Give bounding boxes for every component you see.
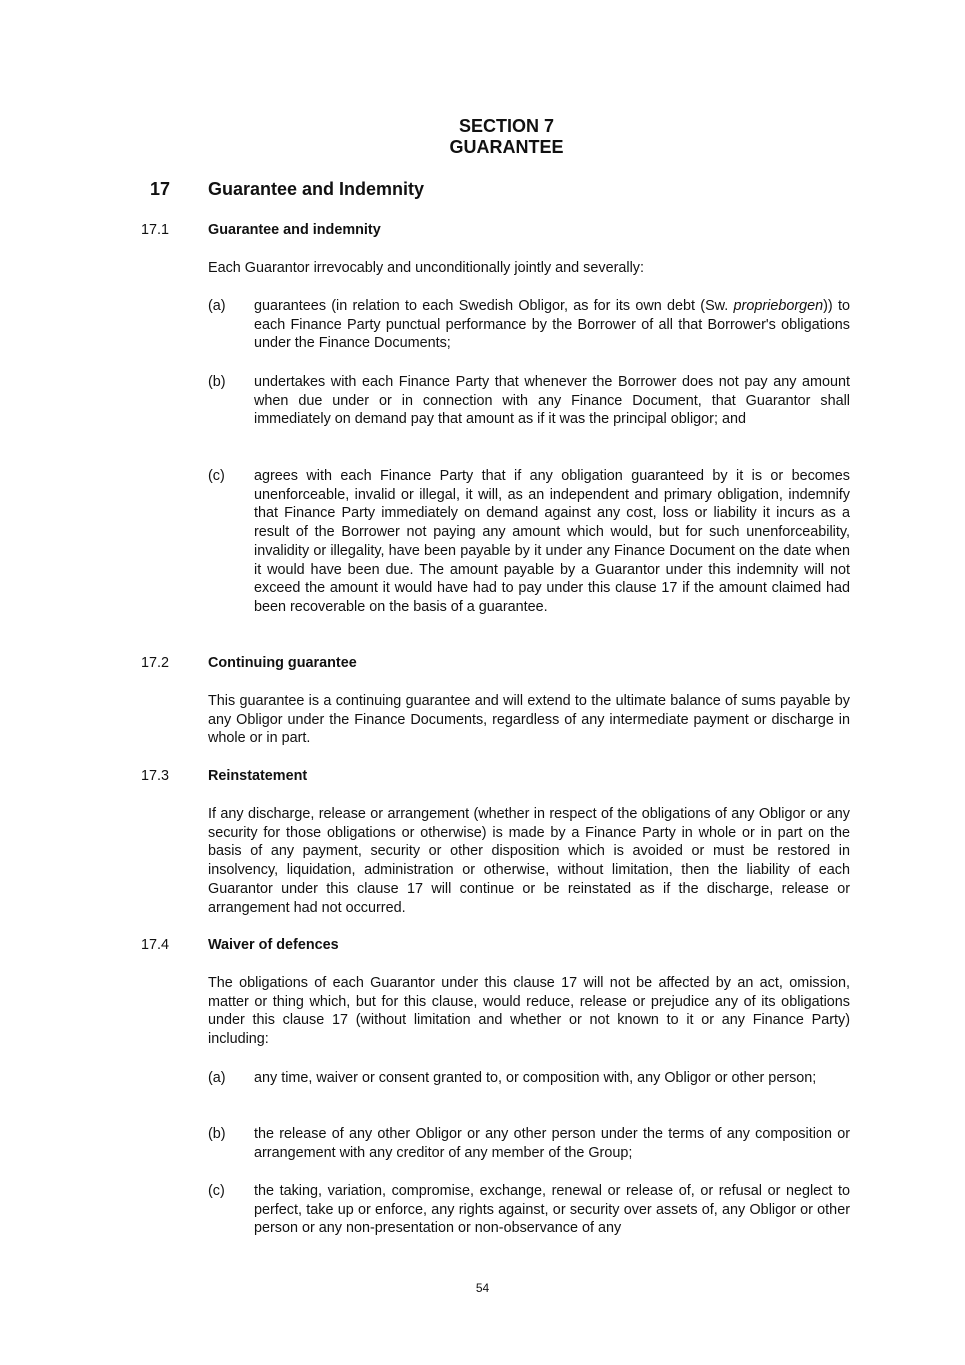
subclause-title: Guarantee and indemnity <box>208 222 381 238</box>
subclause-number: 17.3 <box>141 768 170 784</box>
subclause-number: 17.4 <box>141 937 170 953</box>
section-number: SECTION 7 <box>458 116 555 136</box>
section-heading <box>0 116 965 158</box>
list-item-text: the release of any other Obligor or any other person under the terms of any composition or arrangement with any creditor of any member of the Group; <box>254 1126 850 1161</box>
list-item-text: agrees with each Finance Party that if any obligation guaranteed by it is or becomes unenforceable, invalid or illegal, it will, as an independent and primary obligation, indemnify that Finance Party immediately on demand against any cost, loss or liability it incurs as a result of the Borrower not paying any amount which would, but for such unenforceability, invalidity or illegality, have been payable by it under any Finance Document on the date when it would have been due. The amount payable by a Guarantor under this indemnity will not exceed the amount it would have had to pay under this clause 17 if the amount claimed had been recoverable on the basis of a guarantee. <box>254 468 850 615</box>
italic-term: proprieborgen <box>733 298 824 314</box>
subclause-title: Reinstatement <box>208 768 308 784</box>
list-item-text: the taking, variation, compromise, exchange, renewal or release of, or refusal or neglect to perfect, take up or enforce, any rights against, or security over assets of, any Obligor or other person or any non-presentation or non-observance of any <box>254 1183 850 1237</box>
list-item-label: (b) <box>208 374 226 390</box>
list-item-label: (c) <box>208 1183 225 1199</box>
text-segment: )) to each Finance Party punctual performance by the Borrower of all that Borrower's obligations under the Finance Documents; <box>254 298 850 352</box>
list-item-label: (c) <box>208 468 225 484</box>
intro-paragraph: Each Guarantor irrevocably and unconditionally jointly and severally: <box>208 260 644 276</box>
clause-title: Guarantee and Indemnity <box>208 179 425 199</box>
body-paragraph: This guarantee is a continuing guarantee and will extend to the ultimate balance of sums payable by any Obligor under the Finance Documents, regardless of any intermediate payment or discharge in whole or in part. <box>208 693 850 747</box>
page-number: 54 <box>475 1281 490 1295</box>
list-item-label: (a) <box>208 1070 226 1086</box>
section-title: GUARANTEE <box>449 137 564 157</box>
subclause-number: 17.2 <box>141 655 170 671</box>
subclause-title: Continuing guarantee <box>208 655 357 671</box>
body-paragraph: If any discharge, release or arrangement (whether in respect of the obligations of any Obligor or any security for those obligations or otherwise) is made by a Finance Party in whole or in part on the basis of any payment, security or other disposition which is avoided or must be restored in insolvency, liquidation, administration or otherwise, without limitation, then the liability of each Guarantor under this clause 17 will continue or be reinstated as if the discharge, release or arrangement had not occurred. <box>208 806 850 916</box>
list-item-text <box>254 297 850 353</box>
clause-number: 17 <box>150 179 171 199</box>
body-paragraph: The obligations of each Guarantor under this clause 17 will not be affected by an act, omission, matter or thing which, but for this clause, would reduce, release or prejudice any of its obligations under this clause 17 (without limitation and whether or not known to it or any Finance Party) including: <box>208 975 850 1048</box>
text-segment: guarantees (in relation to each Swedish Obligor, as for its own debt (Sw. <box>254 298 734 314</box>
subclause-title: Waiver of defences <box>208 937 339 953</box>
list-item-text: any time, waiver or consent granted to, or composition with, any Obligor or other person; <box>254 1070 817 1086</box>
list-item-label: (b) <box>208 1126 226 1142</box>
subclause-number: 17.1 <box>141 222 170 238</box>
list-item-text: undertakes with each Finance Party that whenever the Borrower does not pay any amount when due under or in connection with any Finance Document, that Guarantor shall immediately on demand pay that amount as if it was the principal obligor; and <box>254 374 850 428</box>
list-item-label: (a) <box>208 298 226 314</box>
